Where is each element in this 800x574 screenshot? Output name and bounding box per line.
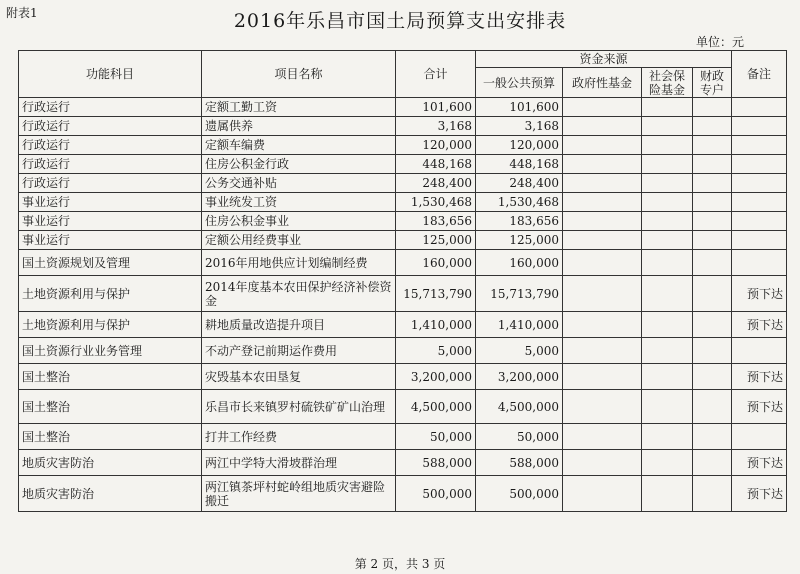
func-subject-cell: 国土整治	[19, 390, 202, 424]
header-gov-fund: 政府性基金	[563, 68, 642, 98]
fiscal-special-cell	[693, 193, 732, 212]
remarks-cell: 预下达	[732, 364, 787, 390]
table-row	[19, 390, 787, 424]
remarks-cell	[732, 155, 787, 174]
social-insurance-cell	[642, 231, 693, 250]
func-subject-cell: 行政运行	[19, 155, 202, 174]
total-cell: 3,168	[396, 117, 476, 136]
fiscal-special-cell	[693, 117, 732, 136]
header-func-subject: 功能科目	[19, 51, 202, 98]
general-budget-cell: 50,000	[476, 424, 563, 450]
func-subject-cell: 地质灾害防治	[19, 450, 202, 476]
table-row	[19, 155, 787, 174]
unit-label: 单位：元	[695, 35, 744, 49]
general-budget-cell: 500,000	[476, 476, 563, 512]
header-item-name: 项目名称	[202, 51, 396, 98]
func-subject-cell: 行政运行	[19, 174, 202, 193]
item-name-cell: 定额公用经费事业	[202, 231, 396, 250]
fiscal-special-cell	[693, 364, 732, 390]
total-cell: 101,600	[396, 98, 476, 117]
total-cell: 1,410,000	[396, 312, 476, 338]
attachment-label: 附表1	[6, 6, 38, 20]
item-name-cell: 遗属供养	[202, 117, 396, 136]
table-row	[19, 174, 787, 193]
social-insurance-cell	[642, 117, 693, 136]
func-subject-cell: 国土资源行业业务管理	[19, 338, 202, 364]
table-row	[19, 450, 787, 476]
social-insurance-cell	[642, 174, 693, 193]
fiscal-special-cell	[693, 231, 732, 250]
total-cell: 588,000	[396, 450, 476, 476]
fiscal-special-cell	[693, 476, 732, 512]
gov-fund-cell	[563, 174, 642, 193]
gov-fund-cell	[563, 276, 642, 312]
table-row	[19, 117, 787, 136]
header-fiscal-special: 财政 专户	[693, 68, 732, 98]
page-title: 2016年乐昌市国土局预算支出安排表	[233, 10, 567, 32]
total-cell: 3,200,000	[396, 364, 476, 390]
remarks-cell	[732, 424, 787, 450]
general-budget-cell: 15,713,790	[476, 276, 563, 312]
general-budget-cell: 588,000	[476, 450, 563, 476]
social-insurance-cell	[642, 193, 693, 212]
general-budget-cell: 1,410,000	[476, 312, 563, 338]
fiscal-special-cell	[693, 424, 732, 450]
fiscal-special-cell	[693, 155, 732, 174]
general-budget-cell: 3,168	[476, 117, 563, 136]
social-insurance-cell	[642, 250, 693, 276]
item-name-cell: 住房公积金事业	[202, 212, 396, 231]
total-cell: 160,000	[396, 250, 476, 276]
remarks-cell: 预下达	[732, 276, 787, 312]
gov-fund-cell	[563, 117, 642, 136]
item-name-cell: 定额工勤工资	[202, 98, 396, 117]
func-subject-cell: 事业运行	[19, 193, 202, 212]
func-subject-cell: 行政运行	[19, 117, 202, 136]
gov-fund-cell	[563, 476, 642, 512]
fiscal-special-cell	[693, 174, 732, 193]
gov-fund-cell	[563, 231, 642, 250]
social-insurance-cell	[642, 155, 693, 174]
budget-table	[18, 50, 787, 512]
item-name-cell: 两江中学特大滑坡群治理	[202, 450, 396, 476]
social-insurance-cell	[642, 212, 693, 231]
general-budget-cell: 183,656	[476, 212, 563, 231]
table-row	[19, 364, 787, 390]
remarks-cell	[732, 338, 787, 364]
gov-fund-cell	[563, 212, 642, 231]
total-cell: 5,000	[396, 338, 476, 364]
item-name-cell: 2016年用地供应计划编制经费	[202, 250, 396, 276]
func-subject-cell: 行政运行	[19, 136, 202, 155]
item-name-cell: 定额车编费	[202, 136, 396, 155]
remarks-cell: 预下达	[732, 450, 787, 476]
func-subject-cell: 地质灾害防治	[19, 476, 202, 512]
table-row	[19, 193, 787, 212]
table-row	[19, 276, 787, 312]
header-total: 合计	[396, 51, 476, 98]
gov-fund-cell	[563, 250, 642, 276]
header-social-insurance: 社会保 险基金	[642, 68, 693, 98]
general-budget-cell: 5,000	[476, 338, 563, 364]
item-name-cell: 住房公积金行政	[202, 155, 396, 174]
func-subject-cell: 事业运行	[19, 231, 202, 250]
header-funding-source: 资金来源	[476, 51, 732, 68]
social-insurance-cell	[642, 136, 693, 155]
item-name-cell: 不动产登记前期运作费用	[202, 338, 396, 364]
table-row	[19, 98, 787, 117]
item-name-cell: 灾毁基本农田垦复	[202, 364, 396, 390]
table-row	[19, 476, 787, 512]
fiscal-special-cell	[693, 450, 732, 476]
func-subject-cell: 国土整治	[19, 364, 202, 390]
gov-fund-cell	[563, 364, 642, 390]
social-insurance-cell	[642, 98, 693, 117]
total-cell: 120,000	[396, 136, 476, 155]
fiscal-special-cell	[693, 390, 732, 424]
remarks-cell: 预下达	[732, 476, 787, 512]
total-cell: 125,000	[396, 231, 476, 250]
general-budget-cell: 4,500,000	[476, 390, 563, 424]
item-name-cell: 事业统发工资	[202, 193, 396, 212]
item-name-cell: 两江镇茶坪村蛇岭组地质灾害避险搬迁	[202, 476, 396, 512]
remarks-cell	[732, 231, 787, 250]
remarks-cell	[732, 193, 787, 212]
gov-fund-cell	[563, 193, 642, 212]
total-cell: 183,656	[396, 212, 476, 231]
social-insurance-cell	[642, 450, 693, 476]
table-row	[19, 312, 787, 338]
remarks-cell: 预下达	[732, 390, 787, 424]
remarks-cell	[732, 212, 787, 231]
gov-fund-cell	[563, 312, 642, 338]
social-insurance-cell	[642, 338, 693, 364]
fiscal-special-cell	[693, 312, 732, 338]
header-general-budget: 一般公共预算	[476, 68, 563, 98]
general-budget-cell: 125,000	[476, 231, 563, 250]
item-name-cell: 打井工作经费	[202, 424, 396, 450]
remarks-cell	[732, 136, 787, 155]
social-insurance-cell	[642, 424, 693, 450]
total-cell: 248,400	[396, 174, 476, 193]
remarks-cell	[732, 250, 787, 276]
general-budget-cell: 120,000	[476, 136, 563, 155]
general-budget-cell: 3,200,000	[476, 364, 563, 390]
table-row	[19, 338, 787, 364]
fiscal-special-cell	[693, 212, 732, 231]
gov-fund-cell	[563, 390, 642, 424]
func-subject-cell: 国土整治	[19, 424, 202, 450]
remarks-cell	[732, 117, 787, 136]
table-row	[19, 424, 787, 450]
func-subject-cell: 土地资源利用与保护	[19, 276, 202, 312]
social-insurance-cell	[642, 476, 693, 512]
fiscal-special-cell	[693, 276, 732, 312]
general-budget-cell: 1,530,468	[476, 193, 563, 212]
total-cell: 1,530,468	[396, 193, 476, 212]
item-name-cell: 公务交通补贴	[202, 174, 396, 193]
page-number: 第 2 页，共 3 页	[354, 557, 446, 571]
table-row	[19, 136, 787, 155]
social-insurance-cell	[642, 276, 693, 312]
func-subject-cell: 国土资源规划及管理	[19, 250, 202, 276]
general-budget-cell: 160,000	[476, 250, 563, 276]
total-cell: 50,000	[396, 424, 476, 450]
gov-fund-cell	[563, 98, 642, 117]
general-budget-cell: 448,168	[476, 155, 563, 174]
item-name-cell: 2014年度基本农田保护经济补偿资金	[202, 276, 396, 312]
item-name-cell: 乐昌市长来镇罗村硫铁矿矿山治理	[202, 390, 396, 424]
total-cell: 4,500,000	[396, 390, 476, 424]
general-budget-cell: 101,600	[476, 98, 563, 117]
total-cell: 448,168	[396, 155, 476, 174]
gov-fund-cell	[563, 155, 642, 174]
remarks-cell: 预下达	[732, 312, 787, 338]
table-row	[19, 231, 787, 250]
social-insurance-cell	[642, 312, 693, 338]
total-cell: 15,713,790	[396, 276, 476, 312]
func-subject-cell: 行政运行	[19, 98, 202, 117]
gov-fund-cell	[563, 450, 642, 476]
fiscal-special-cell	[693, 136, 732, 155]
total-cell: 500,000	[396, 476, 476, 512]
table-row	[19, 250, 787, 276]
gov-fund-cell	[563, 424, 642, 450]
func-subject-cell: 土地资源利用与保护	[19, 312, 202, 338]
table-row	[19, 212, 787, 231]
gov-fund-cell	[563, 338, 642, 364]
fiscal-special-cell	[693, 338, 732, 364]
remarks-cell	[732, 174, 787, 193]
general-budget-cell: 248,400	[476, 174, 563, 193]
social-insurance-cell	[642, 364, 693, 390]
remarks-cell	[732, 98, 787, 117]
func-subject-cell: 事业运行	[19, 212, 202, 231]
fiscal-special-cell	[693, 250, 732, 276]
item-name-cell: 耕地质量改造提升项目	[202, 312, 396, 338]
social-insurance-cell	[642, 390, 693, 424]
fiscal-special-cell	[693, 98, 732, 117]
header-remarks: 备注	[732, 51, 787, 98]
gov-fund-cell	[563, 136, 642, 155]
